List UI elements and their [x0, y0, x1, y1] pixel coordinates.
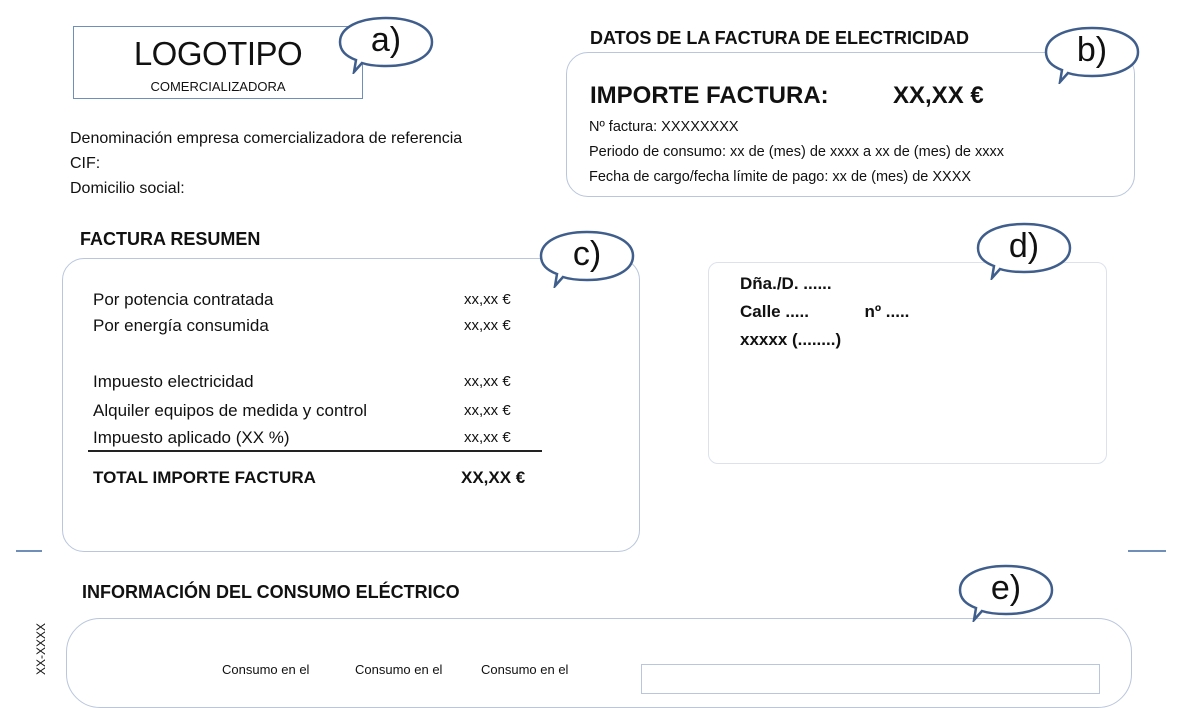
invoice-amount-value: XX,XX € [893, 82, 984, 109]
summary-total-value: XX,XX € [461, 468, 526, 487]
recipient-postal-line: xxxxx (........) [740, 330, 842, 349]
summary-total-label: TOTAL IMPORTE FACTURA [93, 468, 316, 487]
summary-heading: FACTURA RESUMEN [80, 229, 261, 249]
bubble-label-b: b) [1076, 31, 1108, 69]
consumption-col-2: Consumo en el [355, 662, 443, 677]
total-divider [88, 450, 542, 452]
recipient-number: nº ..... [864, 302, 910, 321]
summary-row-label: Impuesto electricidad [93, 372, 254, 391]
side-code: XX-XXXX [34, 622, 48, 675]
invoice-due-line: Fecha de cargo/fecha límite de pago: xx de (mes) de XXXX [589, 169, 972, 185]
company-name-line: Denominación empresa comercializadora de referencia [70, 130, 463, 147]
logo-box [73, 26, 363, 99]
summary-row-value: xx,xx € [464, 291, 511, 308]
callout-bubble-e [953, 562, 1059, 622]
consumption-heading: INFORMACIÓN DEL CONSUMO ELÉCTRICO [82, 582, 460, 602]
logo-title: LOGOTIPO [133, 35, 303, 72]
summary-row-label: Impuesto aplicado (XX %) [93, 428, 290, 447]
recipient-address [740, 270, 909, 354]
company-address-line: Domicilio social: [70, 180, 185, 197]
bubble-label-e: e) [990, 569, 1022, 607]
recipient-street-row [740, 298, 909, 326]
callout-bubble-b [1040, 24, 1144, 84]
summary-row-label: Alquiler equipos de medida y control [93, 401, 368, 420]
summary-row-value: xx,xx € [464, 402, 511, 419]
summary-row-label: Por potencia contratada [93, 290, 274, 309]
callout-bubble-a [336, 14, 436, 74]
recipient-name-line: Dña./D. ...... [740, 274, 832, 293]
consumption-chart-box [641, 664, 1100, 694]
invoice-period-line: Periodo de consumo: xx de (mes) de xxxx a xx de (mes) de xxxx [589, 144, 1005, 160]
separator-left [16, 550, 42, 552]
summary-row-value: xx,xx € [464, 429, 511, 446]
consumption-col-1: Consumo en el [222, 662, 310, 677]
invoice-amount-label: IMPORTE FACTURA: [590, 82, 829, 109]
recipient-street: Calle ..... [740, 302, 809, 321]
invoice-data-heading: DATOS DE LA FACTURA DE ELECTRICIDAD [590, 28, 970, 48]
invoice-number-line: Nº factura: XXXXXXXX [589, 119, 739, 135]
consumption-col-3: Consumo en el [481, 662, 569, 677]
callout-bubble-c [537, 228, 637, 288]
separator-right [1128, 550, 1166, 552]
callout-bubble-d [972, 220, 1076, 280]
invoice-details [589, 115, 1004, 190]
bubble-label-d: d) [1008, 227, 1040, 265]
summary-row-label: Por energía consumida [93, 316, 269, 335]
company-info [70, 126, 462, 201]
summary-row-value: xx,xx € [464, 317, 511, 334]
logo-subtitle: COMERCIALIZADORA [150, 79, 286, 94]
bubble-label-a: a) [370, 21, 402, 59]
bubble-label-c: c) [572, 235, 602, 273]
company-cif-line: CIF: [70, 155, 101, 172]
summary-row-value: xx,xx € [464, 373, 511, 390]
